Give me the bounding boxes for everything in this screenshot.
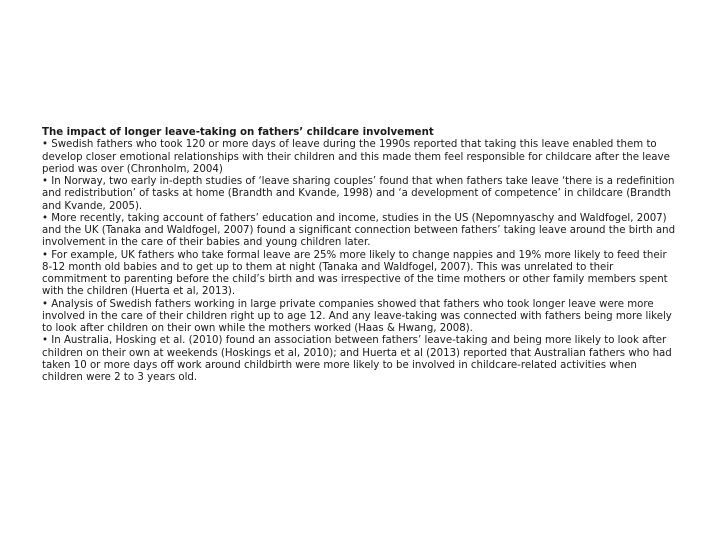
bullet-paragraph-uk-example: • For example, UK fathers who take formal leave are 25% more likely to change nappies and 19% more likely to feed their 8-12 month old babies and to get up to them at night (Tanaka and Waldfogel, 2007). This was unrelated to their commitment to parenting before the child’s birth and was irrespective of the time mothers or other family members spent with the children (Huerta et al, 2013).	[42, 249, 668, 298]
bullet-paragraph-australia: • In Australia, Hosking et al. (2010) found an association between fathers’ leave-taking and being more likely to look after children on their own at weekends (Hoskings et al, 2010); and Huerta et al (2013) reported that Australian fathers who had taken 10 or more days off work around childbirth were more likely to be involved in childcare-related activities when children were 2 to 3 years old.	[42, 335, 672, 383]
bullet-paragraph-swedish-companies: • Analysis of Swedish fathers working in large private companies showed that fathers who took longer leave were more involved in the care of their children right up to age 12. And any leave-taking was connected with fathers being more likely to look after children on their own while the mothers worked (Haas & Hwang, 2008).	[42, 298, 672, 334]
bullet-paragraph-norway: • In Norway, two early in-depth studies of ‘leave sharing couples’ found that when fathers take leave ‘there is a redefinition and redistribution’ of tasks at home (Brandth and Kvande, 1998) and ‘a development of competence’ in childcare (Brandth and Kvande, 2005).	[42, 176, 675, 212]
text-block	[42, 127, 678, 384]
bullet-paragraph-us-uk: • More recently, taking account of fathers’ education and income, studies in the US (Nepomnyaschy and Waldfogel, 2007) and the UK (Tanaka and Waldfogel, 2007) found a significant connection between fathers’ taking leave around the birth and involvement in the care of their babies and young children later.	[42, 212, 676, 249]
document-heading: The impact of longer leave-taking on fathers’ childcare involvement	[42, 127, 434, 138]
bullet-paragraph-sweden: • Swedish fathers who took 120 or more days of leave during the 1990s reported that taking this leave enabled them to develop closer emotional relationships with their children and this made them feel responsible for childcare after the leave period was over (Chronholm, 2004)	[42, 139, 670, 175]
